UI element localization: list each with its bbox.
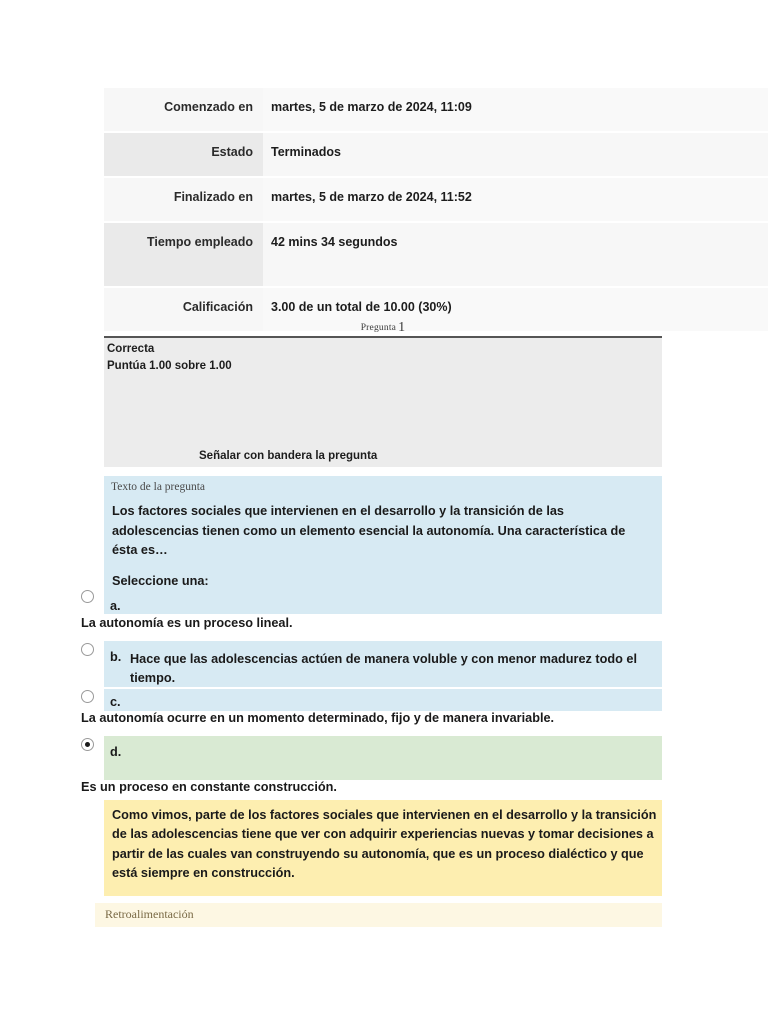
option-d-radio[interactable] — [81, 738, 94, 751]
question-text-label: Texto de la pregunta — [111, 481, 206, 493]
table-row — [104, 88, 768, 133]
option-d-letter: d. — [110, 745, 122, 759]
question-grade: Puntúa 1.00 sobre 1.00 — [107, 360, 232, 372]
option-a-radio[interactable] — [81, 590, 94, 603]
summary-label-started: Comenzado en — [104, 88, 263, 131]
question-info-panel — [104, 336, 662, 467]
attempt-summary-table — [104, 88, 768, 333]
summary-value-state: Terminados — [263, 133, 768, 176]
option-c-background[interactable] — [104, 689, 662, 711]
specific-feedback-text: Como vimos, parte de los factores sociales que intervienen en el desarrollo y la transición de las adolescencias tiene que ver con adquirir experiencias nuevas y tomar decisiones a partir de las cuales van construyendo su autonomía, que es un proceso dialéctico y que está siempre en construcción. — [112, 808, 657, 880]
summary-value-started: martes, 5 de marzo de 2024, 11:09 — [263, 88, 768, 131]
option-c-letter: c. — [110, 695, 121, 709]
option-d-text: Es un proceso en constante construcción. — [81, 780, 337, 794]
option-d-background[interactable] — [104, 736, 662, 780]
summary-value-finished: martes, 5 de marzo de 2024, 11:52 — [263, 178, 768, 221]
select-one-label: Seleccione una: — [112, 573, 209, 588]
general-feedback-strip — [95, 903, 662, 927]
question-state: Correcta — [107, 343, 155, 355]
question-number-word: Pregunta — [360, 323, 397, 333]
summary-value-grade: 3.00 de un total de 10.00 (30%) — [263, 288, 768, 331]
summary-label-grade: Calificación — [104, 288, 263, 331]
option-c-radio[interactable] — [81, 690, 94, 703]
specific-feedback-box — [104, 800, 662, 896]
table-row — [104, 133, 768, 178]
option-c-text: La autonomía ocurre en un momento determinado, fijo y de manera invariable. — [81, 711, 555, 725]
question-text-block — [104, 476, 662, 594]
summary-value-time-taken: 42 mins 34 segundos — [263, 223, 768, 286]
summary-label-state: Estado — [104, 133, 263, 176]
option-b-radio[interactable] — [81, 643, 94, 656]
table-row — [104, 223, 768, 288]
option-a-background[interactable] — [104, 588, 662, 614]
option-b-text: Hace que las adolescencias actúen de manera voluble y con menor madurez todo el tiempo. — [130, 652, 637, 685]
option-a-letter: a. — [110, 599, 121, 613]
summary-label-finished: Finalizado en — [104, 178, 263, 221]
option-b-letter: b. — [110, 650, 122, 664]
flag-question-link[interactable]: Señalar con bandera la pregunta — [199, 450, 378, 462]
table-row — [104, 178, 768, 223]
summary-label-time-taken: Tiempo empleado — [104, 223, 263, 286]
question-stem: Los factores sociales que intervienen en el desarrollo y la transición de las adolescencias tienen como un elemento esencial la autonomía. Una característica de ésta es… — [112, 504, 626, 557]
option-a-text: La autonomía es un proceso lineal. — [81, 616, 293, 630]
general-feedback-label: Retroalimentación — [105, 907, 194, 921]
question-number-heading — [104, 320, 662, 336]
question-number-value: 1 — [398, 320, 406, 335]
